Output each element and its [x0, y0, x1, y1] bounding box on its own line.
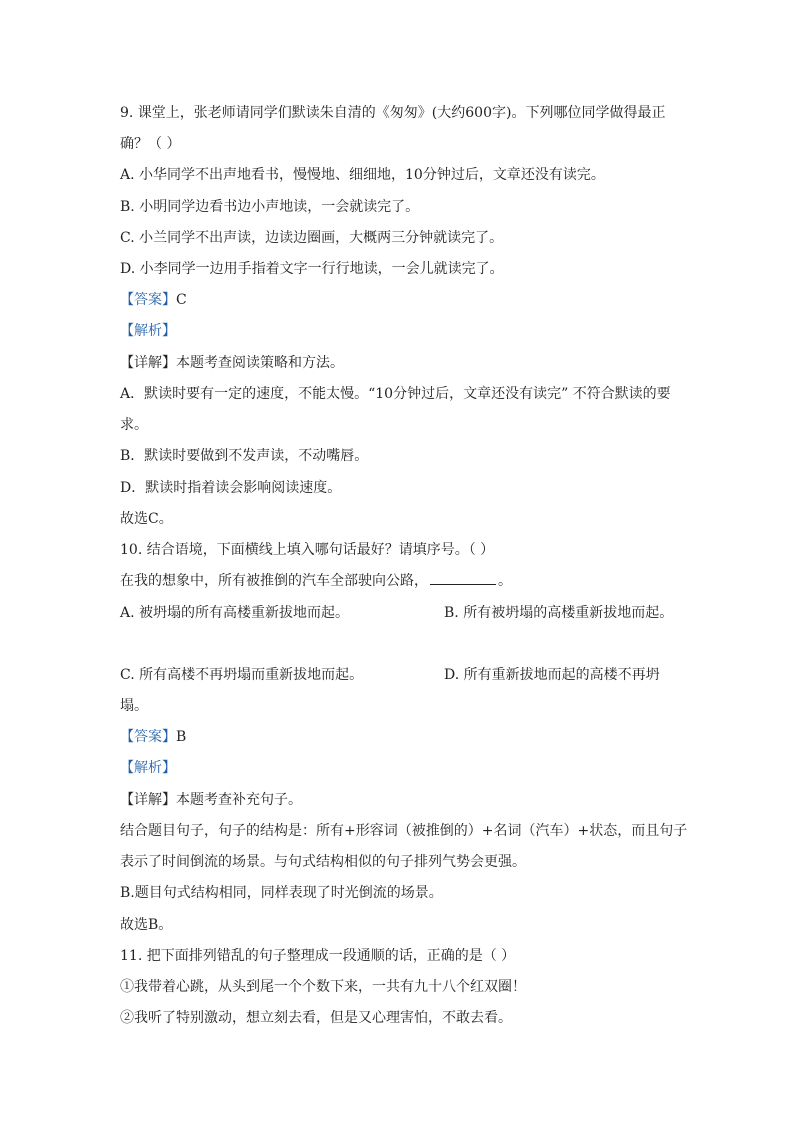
q9-answer — [120, 290, 187, 310]
q9-option-b: B. 小明同学边看书边小声地读，一会就读完了。 — [120, 199, 420, 215]
q9-option-d: D. 小李同学一边用手指着文字一行行地读，一会儿就读完了。 — [120, 261, 504, 277]
q10-detail: 【详解】本题考查补充句子。 — [120, 792, 302, 808]
answer-value: B — [176, 729, 187, 745]
q9-analysis-tag: 【解析】 — [120, 323, 176, 339]
q10-analysis-tag: 【解析】 — [120, 760, 176, 776]
q9-stem-line1: 9. 课堂上，张老师请同学们默读朱自清的《匆匆》(大约600字)。下列哪位同学做得最正 — [120, 105, 666, 121]
q10-option-d-cont: 塌。 — [120, 698, 148, 714]
q9-explanation-a: A．默读时要有一定的速度，不能太慢。“10分钟过后，文章还没有读完” 不符合默读的要 — [120, 386, 671, 402]
q11-item-1: ①我带着心跳，从头到尾一个个数下来，一共有九十八个红双圈！ — [120, 979, 526, 995]
q10-option-c: C. 所有高楼不再坍塌而重新拔地而起。 — [120, 667, 364, 683]
q9-stem-line2: 确？（ ） — [120, 136, 181, 152]
q10-answer — [120, 727, 186, 747]
q9-explanation-d: D．默读时指着读会影响阅读速度。 — [120, 480, 342, 496]
detail-tag: 【详解】 — [120, 792, 176, 808]
q10-option-d: D. 所有重新拔地而起的高楼不再坍 — [444, 667, 660, 683]
q11-stem: 11. 把下面排列错乱的句子整理成一段通顺的话，正确的是（ ） — [120, 948, 516, 964]
q10-explanation-3: B.题目句式结构相同，同样表现了时光倒流的场景。 — [120, 885, 443, 901]
q9-conclusion: 故选C。 — [120, 511, 173, 527]
detail-tag: 【详解】 — [120, 355, 176, 371]
q10-conclusion: 故选B。 — [120, 917, 173, 933]
answer-tag: 【答案】 — [120, 729, 176, 745]
q10-context: 在我的想象中，所有被推倒的汽车全部驶向公路， 。 — [120, 573, 512, 589]
q10-explanation-2: 表示了时间倒流的场景。与句式结构相似的句子排列气势会更强。 — [120, 854, 526, 870]
q10-explanation-1: 结合题目句子，句子的结构是：所有+形容词（被推倒的）+名词（汽车）+状态，而且句子 — [120, 823, 688, 839]
q9-option-a: A. 小华同学不出声地看书，慢慢地、细细地，10分钟过后，文章还没有读完。 — [120, 167, 605, 183]
q9-explanation-a-cont: 求。 — [120, 417, 148, 433]
answer-value: C — [176, 292, 187, 308]
q10-option-a: A. 被坍塌的所有高楼重新拔地而起。 — [120, 605, 350, 621]
q9-detail: 【详解】本题考查阅读策略和方法。 — [120, 355, 344, 371]
q9-explanation-b: B．默读时要做到不发声读，不动嘴唇。 — [120, 448, 369, 464]
answer-tag: 【答案】 — [120, 292, 176, 308]
q10-stem: 10. 结合语境，下面横线上填入哪句话最好？请填序号。（ ） — [120, 542, 495, 558]
fill-blank — [430, 572, 496, 585]
q10-option-b: B. 所有被坍塌的高楼重新拔地而起。 — [444, 605, 674, 621]
q9-option-c: C. 小兰同学不出声读，边读边圈画，大概两三分钟就读完了。 — [120, 230, 504, 246]
q11-item-2: ②我听了特别激动，想立刻去看，但是又心理害怕，不敢去看。 — [120, 1010, 512, 1026]
